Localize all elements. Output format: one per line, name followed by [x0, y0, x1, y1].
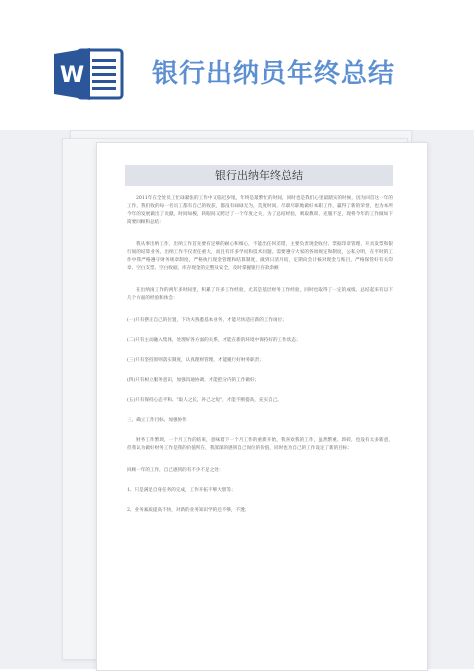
- paragraph: 2011年在全处员工忙碌紧张的工作中又临近岁尾，年终是最繁忙的时间，同时也是我们心里最踏实的时候，因为回首这一年的工作，我们收的每一名员工都有自己的收获，都没有碌碌无为，荒度时间，尽职尽职地做好本职工作，赢得了新的荣誉，也为本所今年的发展做出了贡献。时间如梭，转眼间又跨过了一个年度之关，为了总结经验，吸取教训，克服不足，现将今年的工作做如下简要回顾和总结：: [127, 196, 393, 225]
- header-title: 银行出纳员年终总结: [152, 59, 396, 89]
- document-page: [96, 142, 428, 671]
- word-logo-icon: [52, 44, 126, 102]
- document-preview: [0, 130, 474, 669]
- word-logo-letter: W: [59, 63, 85, 88]
- paragraph: 我从事出纳工作，出纳工作首先要有足够的耐心和细心，不能出任何差错，主要负责现金收付、票据印章管理、开具发票和银行间的结算业务。出纳工作不仅责任重大，而且有许多学问和技术问题。需要遵守大家的各项规定和制度，公私分明，在平时的工作中我严格遵守财务规章制度，严格执行现金管理和结算制度，做到日清月结，定期向会计核对现金与账目，严格保管好有关印章、空白支票、空白收据，库存现金的完整及安全，及时掌握银行存款余额: [127, 242, 393, 271]
- section-heading: 三、确立工作目标，加强协作: [127, 418, 187, 423]
- document-title: 银行出纳年终总结: [215, 169, 303, 182]
- header: [0, 0, 474, 140]
- title-band: [125, 165, 393, 186]
- list-item: (四)只有树立服务意识，加强沟通协调，才能把分内的工作做好；: [127, 378, 260, 383]
- list-item: (一)只有摆正自己的位置，下功夫熟悉基本业务，才能尽快适应新的工作岗位；: [127, 318, 287, 323]
- list-item: (二)只有主动融入集体，处理好各方面的关系，才能在新的环境中保持好的工作状态；: [127, 338, 301, 343]
- list-item: (三)只有坚持原则落实制度，认真理财管理，才能履行好财务职责；: [127, 358, 264, 363]
- list-item: 1、只是满足自身任务的完成，工作开拓不够大胆等；: [127, 488, 236, 493]
- list-item: (五)只有保持心态平和、"取人之长，补己之短"，才能不断提高，充实自己。: [127, 398, 282, 403]
- list-item: 2、业务素质提高不快，对新的业务知识学的还不够，不透；: [127, 508, 250, 513]
- document-body: [127, 195, 393, 527]
- paragraph: 财务工作繁琐，一个月工作的结束，意味着下一个月工作的重新开始，我喜欢我的工作，虽然繁重、琐碎，也没有太多新意，但我认为做好财务工作是我的价值所在，我深深的感到自己岗位的价值，同时也为自己的工作设定了新的目标：: [127, 438, 393, 451]
- paragraph: 在出纳岗工作的两年多时间里，积累了许多工作经验，尤其是基层财务工作经验，同时也取得了一定的成绩。总结起来有以下几个方面的经验和体会：: [127, 288, 393, 301]
- paragraph: 回顾一年的工作，自己感到的有不少不足之处：: [127, 468, 224, 473]
